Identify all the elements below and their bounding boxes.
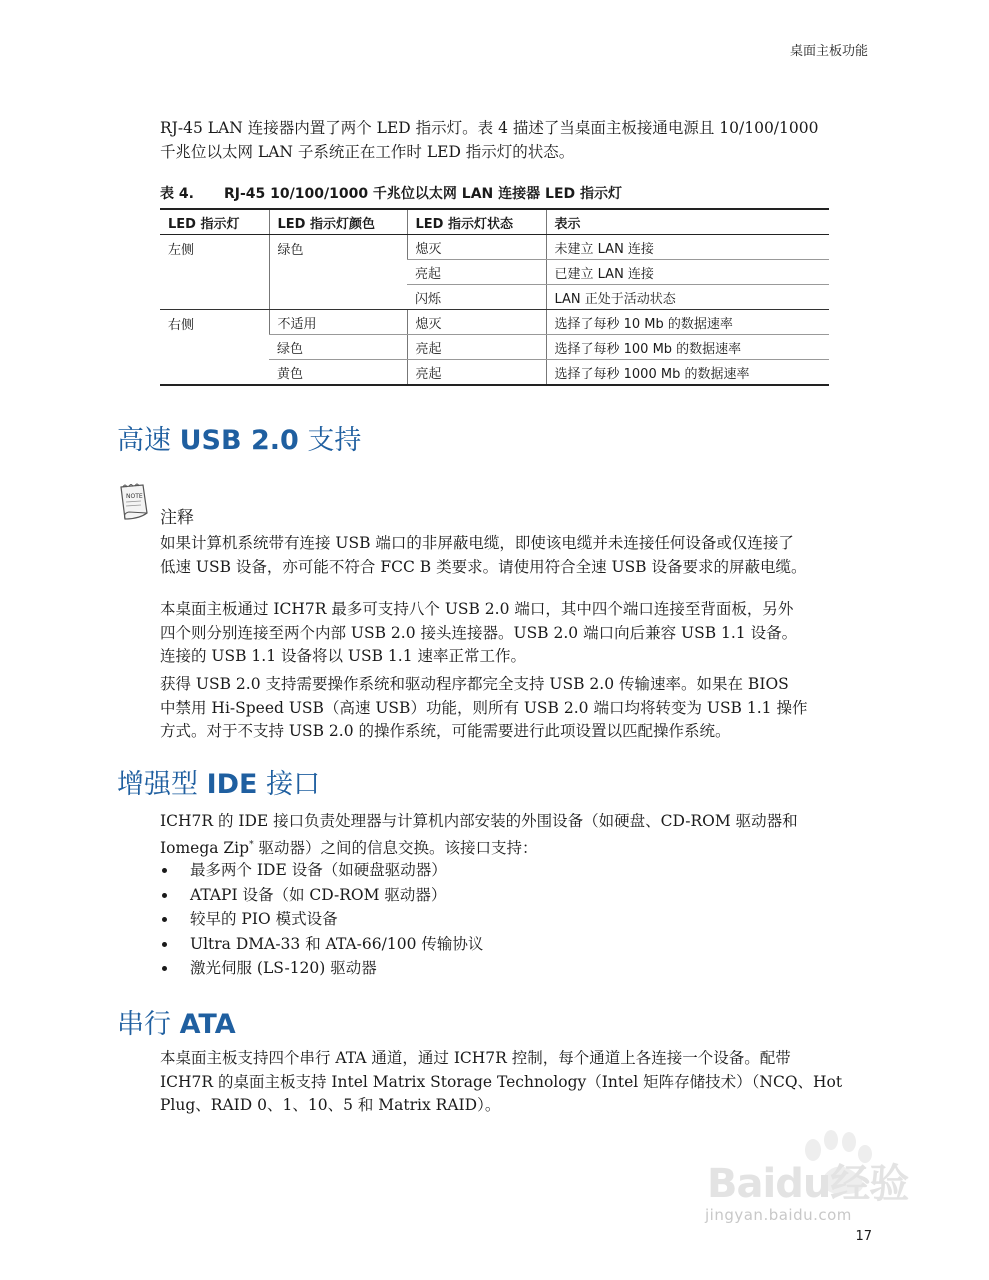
paragraph-line: ICH7R 的桌面主板支持 Intel Matrix Storage Technology（Intel 矩阵存储技术）（NCQ、Hot	[160, 1072, 843, 1091]
bullet-icon	[162, 942, 167, 947]
column-header: LED 指示灯颜色	[269, 209, 407, 235]
state-cell: 亮起	[407, 260, 546, 285]
ide-heading	[117, 762, 320, 801]
state-cell: 熄灭	[407, 310, 546, 335]
meaning-cell: LAN 正处于活动状态	[546, 285, 829, 310]
note-icon-label: NOTE	[126, 493, 143, 500]
table-header-row	[160, 209, 829, 235]
ide-paragraph	[160, 810, 880, 860]
list-item	[160, 932, 483, 957]
paragraph-line: 连接的 USB 1.1 设备将以 USB 1.1 速率正常工作。	[160, 647, 527, 665]
bullet-icon	[162, 893, 167, 898]
led-cell: 左侧	[160, 235, 269, 310]
ide-support-list	[160, 858, 483, 981]
heading-bold-text: IDE	[206, 769, 258, 800]
list-item	[160, 858, 483, 883]
column-header: LED 指示灯状态	[407, 209, 546, 235]
color-cell: 不适用	[269, 310, 407, 335]
color-cell: 绿色	[269, 335, 407, 360]
state-cell: 亮起	[407, 335, 546, 360]
intro-line: RJ-45 LAN 连接器内置了两个 LED 指示灯。表 4 描述了当桌面主板接通电源且 10/100/1000	[160, 119, 819, 137]
table-row	[160, 310, 829, 335]
usb-heading	[117, 418, 361, 457]
paragraph-text: 驱动器）之间的信息交换。该接口支持：	[253, 838, 538, 857]
heading-text: 高速	[117, 425, 180, 456]
watermark-logo: Baidu经验	[707, 1161, 909, 1207]
meaning-cell: 选择了每秒 1000 Mb 的数据速率	[546, 360, 829, 386]
paragraph-line: 中禁用 Hi-Speed USB（高速 USB）功能，则所有 USB 2.0 端口均将转变为 USB 1.1 操作	[160, 698, 808, 717]
meaning-cell: 已建立 LAN 连接	[546, 260, 829, 285]
list-item-text: 最多两个 IDE 设备（如硬盘驱动器）	[190, 861, 447, 879]
watermark-url: jingyan.baidu.com	[705, 1206, 852, 1224]
list-item	[160, 907, 483, 932]
color-cell: 黄色	[269, 360, 407, 386]
column-header: LED 指示灯	[160, 209, 269, 235]
list-item-text: 激光伺服 (LS-120) 驱动器	[190, 959, 377, 977]
table-row	[160, 235, 829, 260]
page-number: 17	[855, 1229, 872, 1244]
heading-text: 支持	[298, 425, 362, 456]
paragraph-line: 四个则分别连接至两个内部 USB 2.0 接头连接器。USB 2.0 端口向后兼容 USB 1.1 设备。	[160, 623, 798, 642]
led-cell: 右侧	[160, 310, 269, 386]
meaning-cell: 选择了每秒 100 Mb 的数据速率	[546, 335, 829, 360]
meaning-cell: 选择了每秒 10 Mb 的数据速率	[546, 310, 829, 335]
trademark-asterisk: *	[249, 839, 254, 850]
usb-paragraph-1	[160, 598, 880, 669]
table-title: RJ-45 10/100/1000 千兆位以太网 LAN 连接器 LED 指示灯	[224, 186, 623, 202]
heading-text: 增强型	[117, 769, 207, 800]
meaning-cell: 未建立 LAN 连接	[546, 235, 829, 260]
intro-paragraph	[160, 117, 880, 164]
list-item	[160, 956, 483, 981]
note-title: 注释	[160, 508, 194, 528]
note-paragraph	[160, 532, 880, 579]
zip-text: Iomega Zip	[160, 838, 250, 857]
note-line: 如果计算机系统带有连接 USB 端口的非屏蔽电缆，即使该电缆并未连接任何设备或仅连接了	[160, 534, 794, 552]
heading-text: 接口	[257, 769, 321, 800]
note-icon	[117, 483, 151, 527]
paragraph-line: Plug、RAID 0、1、10、5 和 Matrix RAID）。	[160, 1096, 501, 1114]
usb-paragraph-2	[160, 673, 880, 744]
list-item-text: Ultra DMA-33 和 ATA-66/100 传输协议	[190, 934, 484, 953]
heading-bold-text: USB 2.0	[179, 425, 299, 456]
heading-bold-text: ATA	[179, 1009, 236, 1040]
table-caption	[160, 183, 622, 203]
color-cell: 绿色	[269, 235, 407, 310]
list-item-text: 较早的 PIO 模式设备	[190, 910, 338, 928]
bullet-icon	[162, 868, 167, 873]
intro-line: 千兆位以太网 LAN 子系统正在工作时 LED 指示灯的状态。	[160, 142, 575, 161]
paragraph-line	[160, 834, 880, 861]
state-cell: 闪烁	[407, 285, 546, 310]
column-header: 表示	[546, 209, 829, 235]
bullet-icon	[162, 917, 167, 922]
heading-text: 串行	[117, 1009, 180, 1040]
paragraph-line: 本桌面主板通过 ICH7R 最多可支持八个 USB 2.0 端口，其中四个端口连接至背面板，另外	[160, 600, 794, 618]
paragraph-line: ICH7R 的 IDE 接口负责处理器与计算机内部安装的外围设备（如硬盘、CD-ROM 驱动器和	[160, 812, 798, 830]
paragraph-line: 方式。对于不支持 USB 2.0 的操作系统，可能需要进行此项设置以匹配操作系统。	[160, 722, 731, 740]
paragraph-line: 本桌面主板支持四个串行 ATA 通道，通过 ICH7R 控制，每个通道上各连接一个设备。配带	[160, 1049, 791, 1067]
running-header: 桌面主板功能	[789, 44, 868, 59]
led-status-table	[160, 208, 829, 386]
list-item	[160, 883, 483, 908]
table-number: 表 4.	[160, 186, 194, 202]
paragraph-line: 获得 USB 2.0 支持需要操作系统和驱动程序都完全支持 USB 2.0 传输速率。如果在 BIOS	[160, 675, 789, 693]
bullet-icon	[162, 966, 167, 971]
sata-paragraph	[160, 1047, 880, 1118]
note-line: 低速 USB 设备，亦可能不符合 FCC B 类要求。请使用符合全速 USB 设备要求的屏蔽电缆。	[160, 557, 807, 576]
state-cell: 熄灭	[407, 235, 546, 260]
list-item-text: ATAPI 设备（如 CD-ROM 驱动器）	[190, 885, 447, 904]
sata-heading	[117, 1002, 236, 1041]
state-cell: 亮起	[407, 360, 546, 386]
